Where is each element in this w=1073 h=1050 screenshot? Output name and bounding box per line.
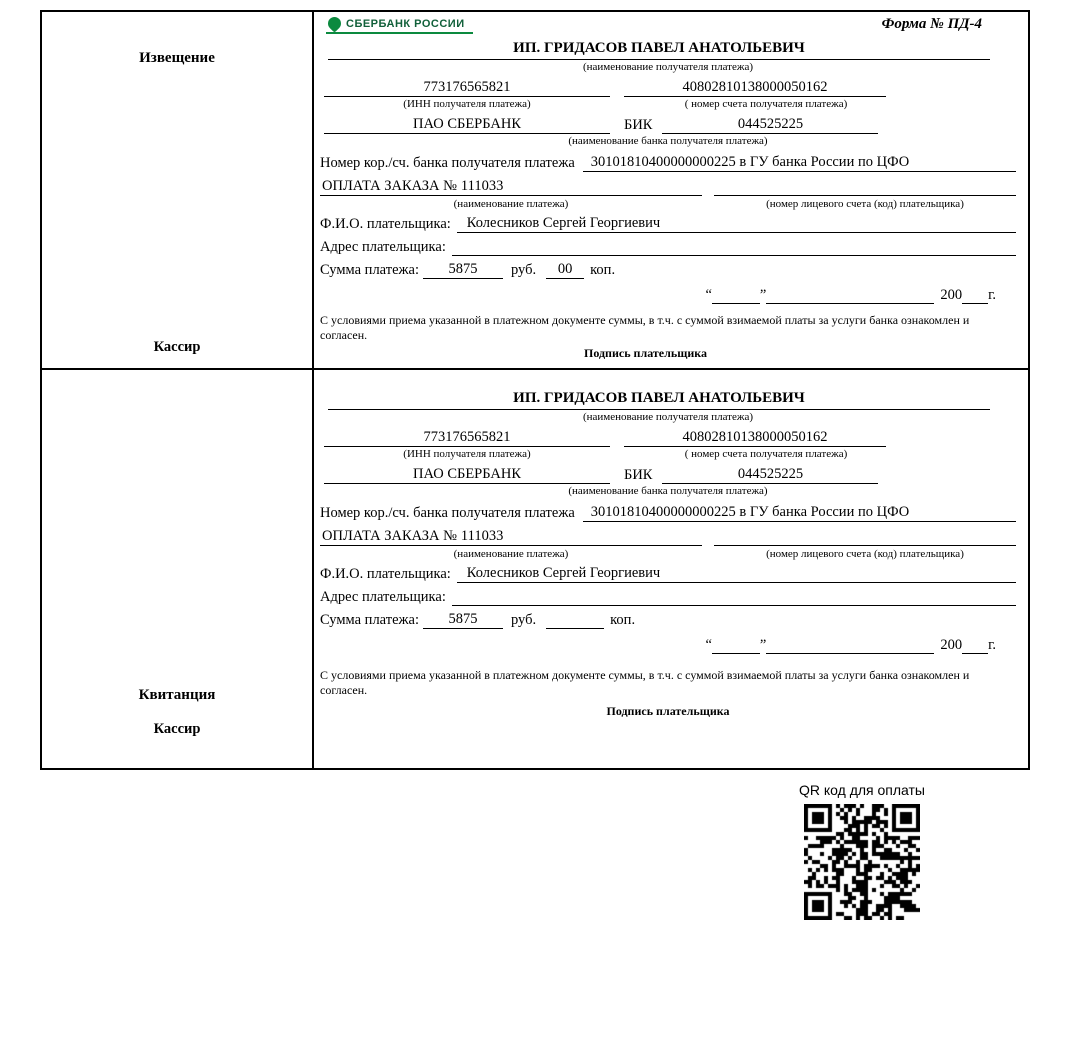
account-caption: ( номер счета получателя платежа): [684, 448, 848, 460]
bik-label: БИК: [624, 117, 653, 133]
payment-caption: (наименование платежа): [453, 198, 569, 210]
bank-row: [320, 466, 1016, 484]
payer-code-blank-line: [714, 528, 1016, 546]
kop-label: коп.: [590, 262, 616, 278]
rub-label: руб.: [511, 612, 537, 628]
address-label: Адрес плательщика:: [320, 589, 446, 605]
bank-name-value: ПАО СБЕРБАНК: [324, 116, 610, 134]
agreement-text: С условиями приема указанной в платежном документе суммы, в т.ч. с суммой взимаемой платы за услуги банка ознакомлен и согласен.: [320, 313, 970, 342]
sum-row: [320, 611, 1016, 629]
account-caption: ( номер счета получателя платежа): [684, 98, 848, 110]
inn-account-row: [320, 429, 1016, 447]
receipt-main: [314, 370, 1028, 768]
notice-title: Извещение: [139, 50, 215, 66]
corr-value: 30101810400000000225 в ГУ банка России по ЦФО: [583, 154, 1016, 172]
purpose-row: [320, 178, 1016, 196]
address-blank-line: [452, 237, 1016, 256]
payer-row: [320, 215, 1016, 233]
payer-code-caption: (номер лицевого счета (код) плательщика): [766, 198, 964, 210]
recipient-name: ИП. ГРИДАСОВ ПАВЕЛ АНАТОЛЬЕВИЧ: [328, 40, 990, 60]
bik-value: 044525225: [662, 116, 878, 134]
receipt-title: Квитанция: [138, 687, 216, 703]
corr-account-row: [320, 504, 1016, 522]
payer-fio-label: Ф.И.О. плательщика:: [320, 216, 451, 232]
bik-value: 044525225: [662, 466, 878, 484]
kop-label: коп.: [610, 612, 636, 628]
notice-header: [320, 16, 1016, 40]
signature-label: Подпись плательщика: [584, 346, 707, 360]
recipient-caption: (наименование получателя платежа): [582, 61, 754, 73]
address-blank-line: [452, 587, 1016, 606]
date-month-blank: [766, 287, 934, 304]
purpose-row: [320, 528, 1016, 546]
account-value: 40802810138000050162: [624, 429, 886, 447]
qr-code: [804, 804, 920, 920]
qr-block: [762, 782, 962, 925]
purpose-label: ОПЛАТА ЗАКАЗА №: [322, 178, 457, 194]
date-month-blank: [766, 637, 934, 654]
inn-account-captions: [320, 447, 1016, 462]
year-suffix: г.: [988, 287, 996, 303]
date-line: [320, 287, 1016, 304]
sum-label: Сумма платежа:: [320, 612, 419, 628]
corr-label: Номер кор./сч. банка получателя платежа: [320, 155, 575, 171]
year-suffix: г.: [988, 637, 996, 653]
sberbank-logo-text: СБЕРБАНК РОССИИ: [346, 17, 465, 30]
purpose-value: [320, 528, 702, 546]
receipt-section: [42, 370, 1028, 768]
sum-row: [320, 261, 1016, 279]
account-value: 40802810138000050162: [624, 79, 886, 97]
corr-label: Номер кор./сч. банка получателя платежа: [320, 505, 575, 521]
bank-name-value: ПАО СБЕРБАНК: [324, 466, 610, 484]
payment-caption: (наименование платежа): [453, 548, 569, 560]
inn-caption: (ИНН получателя платежа): [403, 98, 531, 110]
purpose-captions: [320, 547, 1016, 562]
purpose-captions: [320, 197, 1016, 212]
date-day-blank: [712, 637, 760, 654]
notice-stub: [42, 12, 314, 368]
agreement-text: С условиями приема указанной в платежном документе суммы, в т.ч. с суммой взимаемой платы за услуги банка ознакомлен и согласен.: [320, 668, 970, 697]
purpose-value: [320, 178, 702, 196]
quote-close: ”: [759, 637, 767, 653]
sum-kop-value: 00: [546, 261, 584, 279]
inn-account-captions: [320, 97, 1016, 112]
sberbank-logo-icon: [325, 14, 343, 32]
inn-value: 773176565821: [324, 429, 610, 447]
payer-code-caption: (номер лицевого счета (код) плательщика): [766, 548, 964, 560]
qr-caption: QR код для оплаты: [798, 782, 925, 798]
inn-account-row: [320, 79, 1016, 97]
bik-label: БИК: [624, 467, 653, 483]
corr-value: 30101810400000000225 в ГУ банка России по ЦФО: [583, 504, 1016, 522]
form-number: Форма № ПД-4: [881, 16, 982, 32]
sum-rub-value: 5875: [423, 261, 503, 279]
recipient-name: ИП. ГРИДАСОВ ПАВЕЛ АНАТОЛЬЕВИЧ: [328, 390, 990, 410]
sberbank-logo: [326, 16, 473, 34]
payer-code-blank-line: [714, 178, 1016, 196]
receipt-cashier-label: Кассир: [153, 721, 201, 737]
payer-name-value: Колесников Сергей Георгиевич: [457, 565, 1016, 583]
payment-form-pd4: [40, 10, 1030, 770]
quote-open: “: [705, 287, 712, 303]
receipt-stub: [42, 370, 314, 768]
signature-label: Подпись плательщика: [606, 704, 730, 718]
purpose-label: ОПЛАТА ЗАКАЗА №: [322, 528, 457, 544]
date-line: [320, 637, 1016, 654]
address-row: [320, 587, 1016, 606]
sum-rub-value: 5875: [423, 611, 503, 629]
quote-open: “: [705, 637, 712, 653]
corr-account-row: [320, 154, 1016, 172]
date-day-blank: [712, 287, 760, 304]
payer-row: [320, 565, 1016, 583]
payer-fio-label: Ф.И.О. плательщика:: [320, 566, 451, 582]
payer-name-value: Колесников Сергей Георгиевич: [457, 215, 1016, 233]
sum-label: Сумма платежа:: [320, 262, 419, 278]
address-row: [320, 237, 1016, 256]
year-prefix: 200: [940, 287, 963, 303]
order-number: 111033: [460, 528, 504, 544]
quote-close: ”: [759, 287, 767, 303]
address-label: Адрес плательщика:: [320, 239, 446, 255]
year-blank: [962, 287, 988, 304]
order-number: 111033: [460, 178, 504, 194]
year-blank: [962, 637, 988, 654]
notice-main: [314, 12, 1028, 368]
sum-kop-blank: [546, 628, 604, 629]
year-prefix: 200: [940, 637, 963, 653]
recipient-caption: (наименование получателя платежа): [582, 411, 754, 423]
inn-value: 773176565821: [324, 79, 610, 97]
bank-caption: (наименование банка получателя платежа): [568, 485, 768, 497]
inn-caption: (ИНН получателя платежа): [403, 448, 531, 460]
rub-label: руб.: [511, 262, 537, 278]
notice-cashier-label: Кассир: [153, 339, 201, 355]
bank-caption: (наименование банка получателя платежа): [568, 135, 768, 147]
bank-row: [320, 116, 1016, 134]
notice-section: [42, 12, 1028, 370]
